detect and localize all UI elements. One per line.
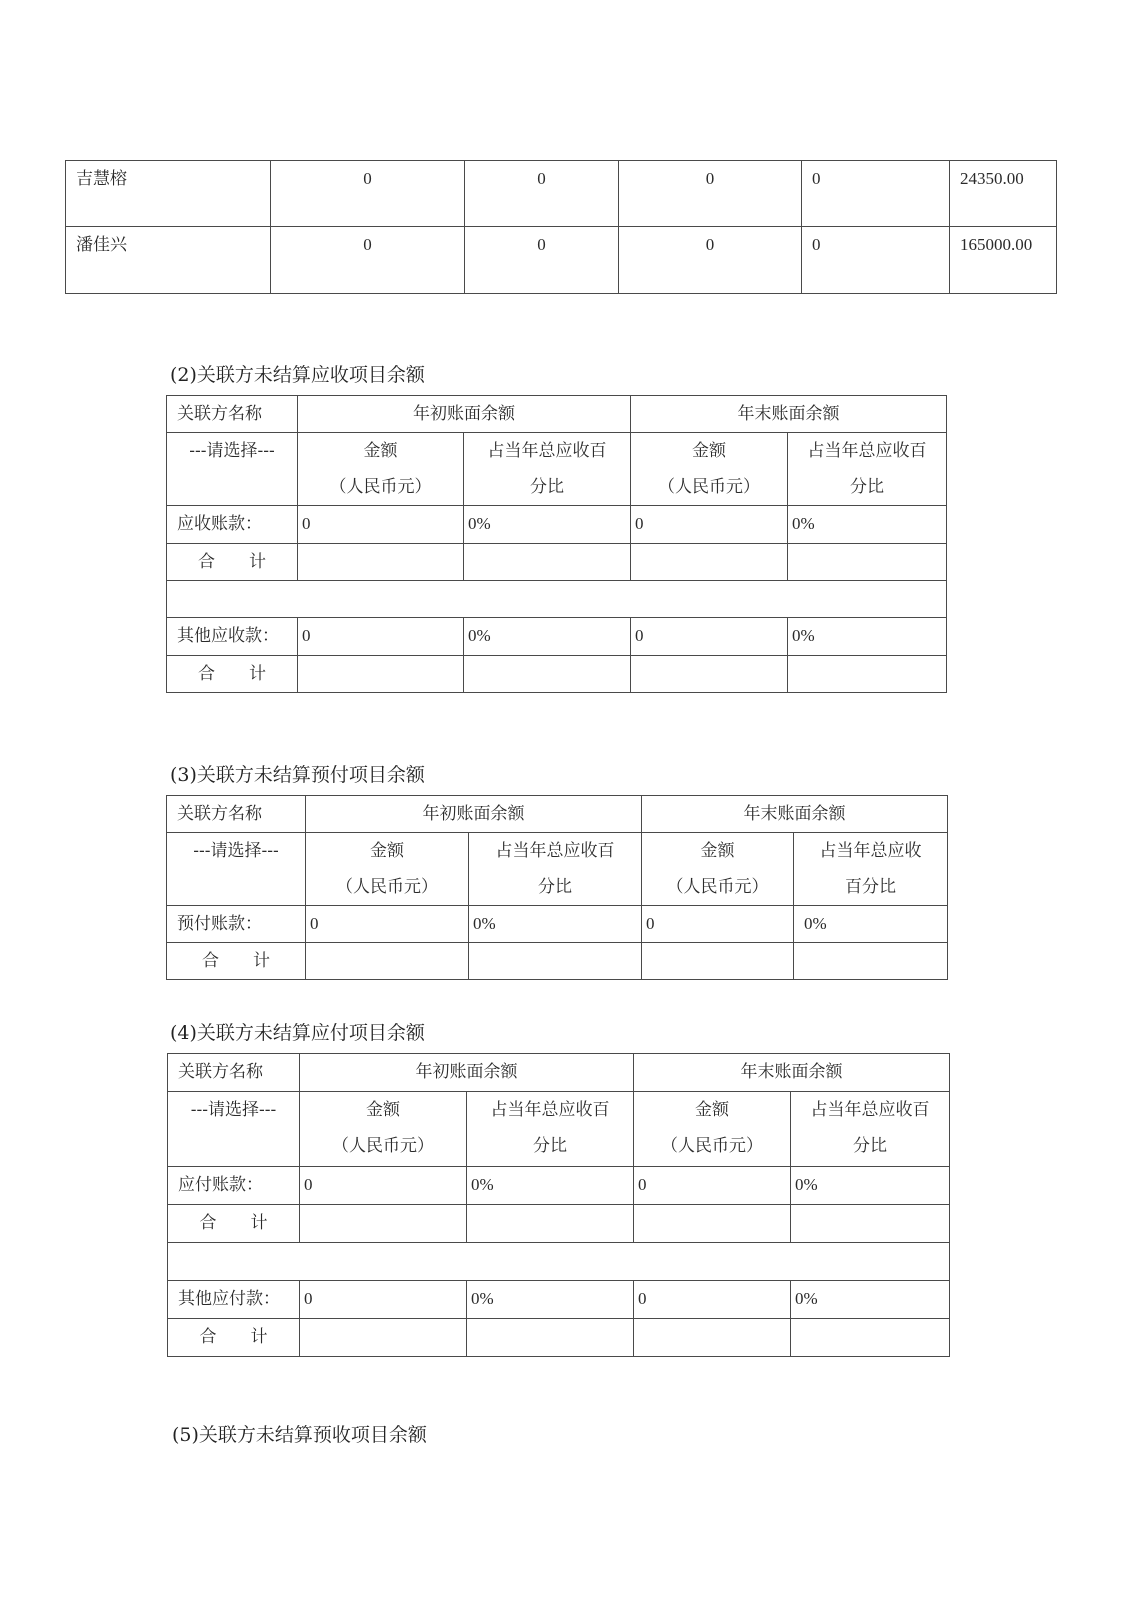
total-row [168, 1319, 950, 1357]
percent-label-line2: 分比 [533, 1136, 567, 1156]
closing-amount[interactable]: 0 [631, 618, 788, 656]
amount-header [631, 433, 788, 506]
closing-percent[interactable]: 0% [788, 506, 947, 544]
closing-amount-total [642, 943, 794, 980]
amount-label: 金额 [700, 841, 735, 861]
amount-header [300, 1092, 467, 1167]
opening-percent-total [467, 1205, 634, 1243]
amount-cell: 165000.00 [950, 227, 1057, 294]
opening-amount[interactable]: 0 [300, 1167, 467, 1205]
closing-percent[interactable]: 0% [791, 1167, 950, 1205]
closing-balance-header: 年末账面余额 [631, 396, 947, 433]
section-5-title: (5)关联方未结算预收项目余额 [172, 1424, 427, 1446]
party-select-dropdown[interactable]: ---请选择--- [168, 1092, 300, 1167]
party-name-header: 关联方名称 [167, 396, 298, 433]
percent-label-line2: 百分比 [845, 877, 896, 897]
spacer-row [168, 1243, 950, 1281]
related-party-transactions-table [65, 160, 1057, 294]
table-row [66, 227, 1057, 294]
opening-amount[interactable]: 0 [298, 506, 464, 544]
closing-amount-total [634, 1205, 791, 1243]
amount-header [634, 1092, 791, 1167]
total-label: 合 计 [168, 1205, 300, 1243]
value-cell: 0 [802, 227, 950, 294]
closing-percent-total [794, 943, 948, 980]
amount-header [298, 433, 464, 506]
closing-balance-header: 年末账面余额 [634, 1054, 950, 1092]
row-label: 应收账款： [167, 506, 298, 544]
value-cell: 0 [271, 161, 465, 227]
opening-amount[interactable]: 0 [306, 906, 469, 943]
total-row [168, 1205, 950, 1243]
closing-amount[interactable]: 0 [634, 1167, 791, 1205]
opening-percent[interactable]: 0% [464, 618, 631, 656]
value-cell: 0 [465, 227, 619, 294]
row-label: 预付账款： [167, 906, 306, 943]
currency-label: （人民币元） [666, 877, 769, 897]
percent-label-line1: 占当年总应收百 [487, 441, 607, 461]
opening-amount[interactable]: 0 [300, 1281, 467, 1319]
prepayments-balance-table [166, 795, 948, 980]
currency-label: （人民币元） [332, 1136, 434, 1156]
table-row [66, 161, 1057, 227]
currency-label: （人民币元） [658, 477, 760, 497]
subheader-row [167, 433, 947, 506]
party-name-cell: 吉慧榕 [66, 161, 271, 227]
spacer-row [167, 581, 947, 618]
opening-percent-total [467, 1319, 634, 1357]
percent-label-line1: 占当年总应收百 [490, 1100, 610, 1120]
opening-balance-header: 年初账面余额 [298, 396, 631, 433]
value-cell: 0 [619, 227, 802, 294]
percent-label-line1: 占当年总应收 [819, 841, 922, 861]
table-row [168, 1281, 950, 1319]
subheader-row [167, 833, 948, 906]
value-cell: 0 [271, 227, 465, 294]
total-label: 合 计 [168, 1319, 300, 1357]
percent-header [791, 1092, 950, 1167]
party-name-cell: 潘佳兴 [66, 227, 271, 294]
closing-balance-header: 年末账面余额 [642, 796, 948, 833]
opening-percent[interactable]: 0% [467, 1167, 634, 1205]
opening-amount-total [306, 943, 469, 980]
opening-balance-header: 年初账面余额 [306, 796, 642, 833]
percent-header [469, 833, 642, 906]
row-label: 应付账款： [168, 1167, 300, 1205]
closing-amount-total [631, 544, 788, 581]
percent-label-line2: 分比 [530, 477, 564, 497]
value-cell: 0 [619, 161, 802, 227]
currency-label: （人民币元） [661, 1136, 763, 1156]
opening-amount-total [298, 656, 464, 693]
closing-percent[interactable]: 0% [794, 906, 948, 943]
opening-percent-total [469, 943, 642, 980]
amount-label: 金额 [366, 1100, 400, 1120]
party-name-header: 关联方名称 [168, 1054, 300, 1092]
closing-percent-total [791, 1319, 950, 1357]
percent-label-line2: 分比 [538, 877, 572, 897]
percent-label-line1: 占当年总应收百 [807, 441, 927, 461]
closing-amount[interactable]: 0 [631, 506, 788, 544]
amount-header [642, 833, 794, 906]
total-label: 合 计 [167, 656, 298, 693]
opening-percent[interactable]: 0% [464, 506, 631, 544]
percent-header [794, 833, 948, 906]
closing-percent-total [788, 656, 947, 693]
percent-header [788, 433, 947, 506]
header-row [167, 396, 947, 433]
closing-amount-total [634, 1319, 791, 1357]
table-row [168, 1167, 950, 1205]
amount-label: 金额 [695, 1100, 729, 1120]
section-2-title: (2)关联方未结算应收项目余额 [170, 364, 425, 386]
party-select-dropdown[interactable]: ---请选择--- [167, 833, 306, 906]
header-row [167, 796, 948, 833]
percent-label-line2: 分比 [850, 477, 884, 497]
total-row [167, 544, 947, 581]
total-row [167, 656, 947, 693]
spacer-cell [168, 1243, 950, 1281]
closing-percent-total [788, 544, 947, 581]
percent-label-line1: 占当年总应收百 [495, 841, 615, 861]
percent-header [467, 1092, 634, 1167]
opening-amount-total [300, 1319, 467, 1357]
section-4-title: (4)关联方未结算应付项目余额 [170, 1022, 425, 1044]
closing-percent[interactable]: 0% [788, 618, 947, 656]
party-select-dropdown[interactable]: ---请选择--- [167, 433, 298, 506]
amount-cell: 24350.00 [950, 161, 1057, 227]
total-label: 合 计 [167, 544, 298, 581]
percent-label-line2: 分比 [853, 1136, 887, 1156]
percent-header [464, 433, 631, 506]
opening-percent-total [464, 544, 631, 581]
subheader-row [168, 1092, 950, 1167]
payables-balance-table [167, 1053, 950, 1357]
closing-amount-total [631, 656, 788, 693]
opening-percent-total [464, 656, 631, 693]
amount-label: 金额 [692, 441, 726, 461]
opening-amount-total [300, 1205, 467, 1243]
amount-label: 金额 [370, 841, 404, 861]
value-cell: 0 [802, 161, 950, 227]
receivables-balance-table [166, 395, 947, 693]
amount-label: 金额 [363, 441, 398, 461]
table-row [167, 506, 947, 544]
opening-amount-total [298, 544, 464, 581]
currency-label: （人民币元） [329, 477, 432, 497]
table-row [167, 906, 948, 943]
closing-percent-total [791, 1205, 950, 1243]
table-row [167, 618, 947, 656]
opening-percent[interactable]: 0% [469, 906, 642, 943]
opening-percent[interactable]: 0% [467, 1281, 634, 1319]
party-name-header: 关联方名称 [167, 796, 306, 833]
section-3-title: (3)关联方未结算预付项目余额 [170, 764, 425, 786]
opening-amount[interactable]: 0 [298, 618, 464, 656]
row-label: 其他应收款： [167, 618, 298, 656]
percent-label-line1: 占当年总应收百 [810, 1100, 930, 1120]
closing-percent[interactable]: 0% [791, 1281, 950, 1319]
value-cell: 0 [465, 161, 619, 227]
row-label: 其他应付款： [168, 1281, 300, 1319]
total-label: 合 计 [167, 943, 306, 980]
closing-amount[interactable]: 0 [642, 906, 794, 943]
header-row [168, 1054, 950, 1092]
opening-balance-header: 年初账面余额 [300, 1054, 634, 1092]
closing-amount[interactable]: 0 [634, 1281, 791, 1319]
amount-header [306, 833, 469, 906]
currency-label: （人民币元） [336, 877, 438, 897]
spacer-cell [167, 581, 947, 618]
total-row [167, 943, 948, 980]
